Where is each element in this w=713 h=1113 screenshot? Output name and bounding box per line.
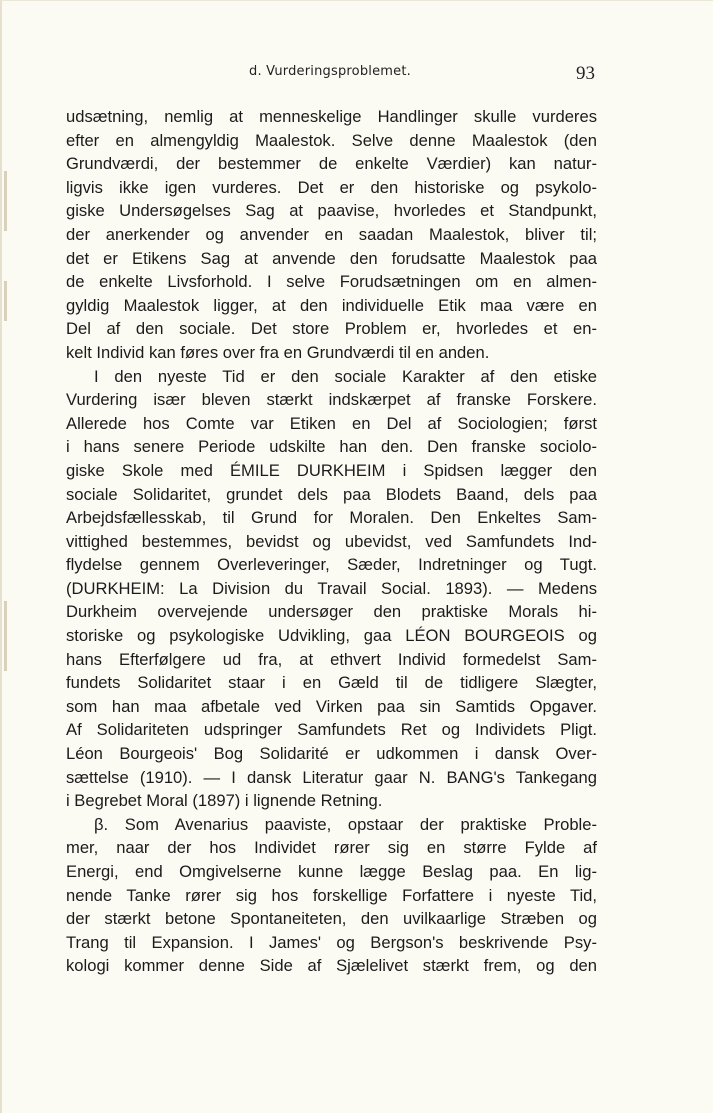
text-line: der stærkt betone Spontaneiteten, den uvilkaarlige Stræben og: [66, 909, 597, 929]
text-line: flydelse gennem Overleveringer, Sæder, Indretninger og Tugt.: [66, 555, 597, 575]
text-line: Energi, end Omgivelserne kunne lægge Beslag paa. En lig-: [66, 862, 597, 881]
text-line: Af Solidariteten udspringer Samfundets Ret og Individets Pligt.: [66, 720, 597, 740]
text-line: Durkheim overvejende undersøger den praktiske Morals hi-: [66, 602, 597, 622]
text-line: i Begrebet Moral (1897) i lignende Retning.: [66, 791, 383, 811]
text-line: der anerkender og anvender en saadan Maalestok, bliver til;: [66, 224, 597, 244]
text-line: Allerede hos Comte var Etiken en Del af Sociologien; først: [66, 413, 597, 433]
text-line: β. Som Avenarius paaviste, opstaar der praktiske Proble-: [94, 814, 597, 834]
text-line: de enkelte Livsforhold. I selve Forudsætningen om en almen-: [66, 272, 597, 292]
text-line: sociale Solidaritet, grundet dels paa Blodets Baand, dels paa: [66, 484, 597, 504]
body-text: [66, 105, 597, 978]
text-line: ligvis ikke igen vurderes. Det er den historiske og psykolo-: [66, 177, 597, 197]
text-line: hans Efterfølgere ud fra, at ethvert Individ formedelst Sam-: [66, 649, 597, 669]
running-header: d. Vurderingsproblemet.: [249, 64, 411, 79]
text-line: kelt Individ kan føres over fra en Grundværdi til en anden.: [66, 342, 490, 362]
text-line: Arbejdsfællesskab, til Grund for Moralen. Den Enkeltes Sam-: [66, 508, 597, 528]
text-line: kologi kommer denne Side af Sjælelivet stærkt frem, og den: [66, 956, 597, 976]
text-line: giske Undersøgelses Sag at paavise, hvorledes et Standpunkt,: [66, 201, 597, 221]
text-line: nende Tanke rører sig hos forskellige Forfattere i nyeste Tid,: [66, 885, 597, 905]
text-line: Vurdering især bleven stærkt indskærpet af franske Forskere.: [66, 390, 597, 410]
text-line: det er Etikens Sag at anvende den forudsatte Maalestok paa: [66, 248, 597, 268]
text-line: udsætning, nemlig at menneskelige Handlinger skulle vurderes: [66, 107, 597, 126]
text-line: fundets Solidaritet staar i en Gæld til de tidligere Slægter,: [66, 673, 597, 693]
page-number: 93: [576, 63, 595, 84]
text-line: giske Skole med ÉMILE DURKHEIM i Spidsen lægger den: [66, 460, 597, 480]
text-line: sættelse (1910). — I dansk Literatur gaar N. BANG's Tankegang: [66, 767, 597, 787]
text-line: Trang til Expansion. I James' og Bergson's beskrivende Psy-: [66, 932, 597, 952]
text-line: mer, naar der hos Individet rører sig en større Fylde af: [66, 838, 597, 858]
text-line: (DURKHEIM: La Division du Travail Social. 1893). — Medens: [66, 578, 597, 598]
text-line: Del af den sociale. Det store Problem er, hvorledes et en-: [66, 319, 597, 339]
text-line: storiske og psykologiske Udvikling, gaa LÉON BOURGEOIS og: [66, 626, 597, 646]
text-line: gyldig Maalestok ligger, at den individuelle Etik maa være en: [66, 295, 597, 315]
page-edge-mark: [4, 281, 7, 321]
text-line: I den nyeste Tid er den sociale Karakter af den etiske: [94, 366, 597, 386]
page-edge-mark: [4, 601, 7, 671]
page-edge-mark: [4, 171, 7, 231]
text-line: vittighed bestemmes, bevidst og ubevidst, ved Samfundets Ind-: [66, 531, 597, 551]
text-line: som han maa afbetale ved Virken paa sin Samtids Opgaver.: [66, 696, 597, 716]
text-line: Léon Bourgeois' Bog Solidarité er udkommen i dansk Over-: [66, 744, 597, 764]
text-line: efter en almengyldig Maalestok. Selve denne Maalestok (den: [66, 130, 597, 150]
text-line: Grundværdi, der bestemmer de enkelte Værdier) kan natur-: [66, 154, 597, 174]
text-line: i hans senere Periode udskilte han den. Den franske sociolo-: [66, 437, 597, 457]
